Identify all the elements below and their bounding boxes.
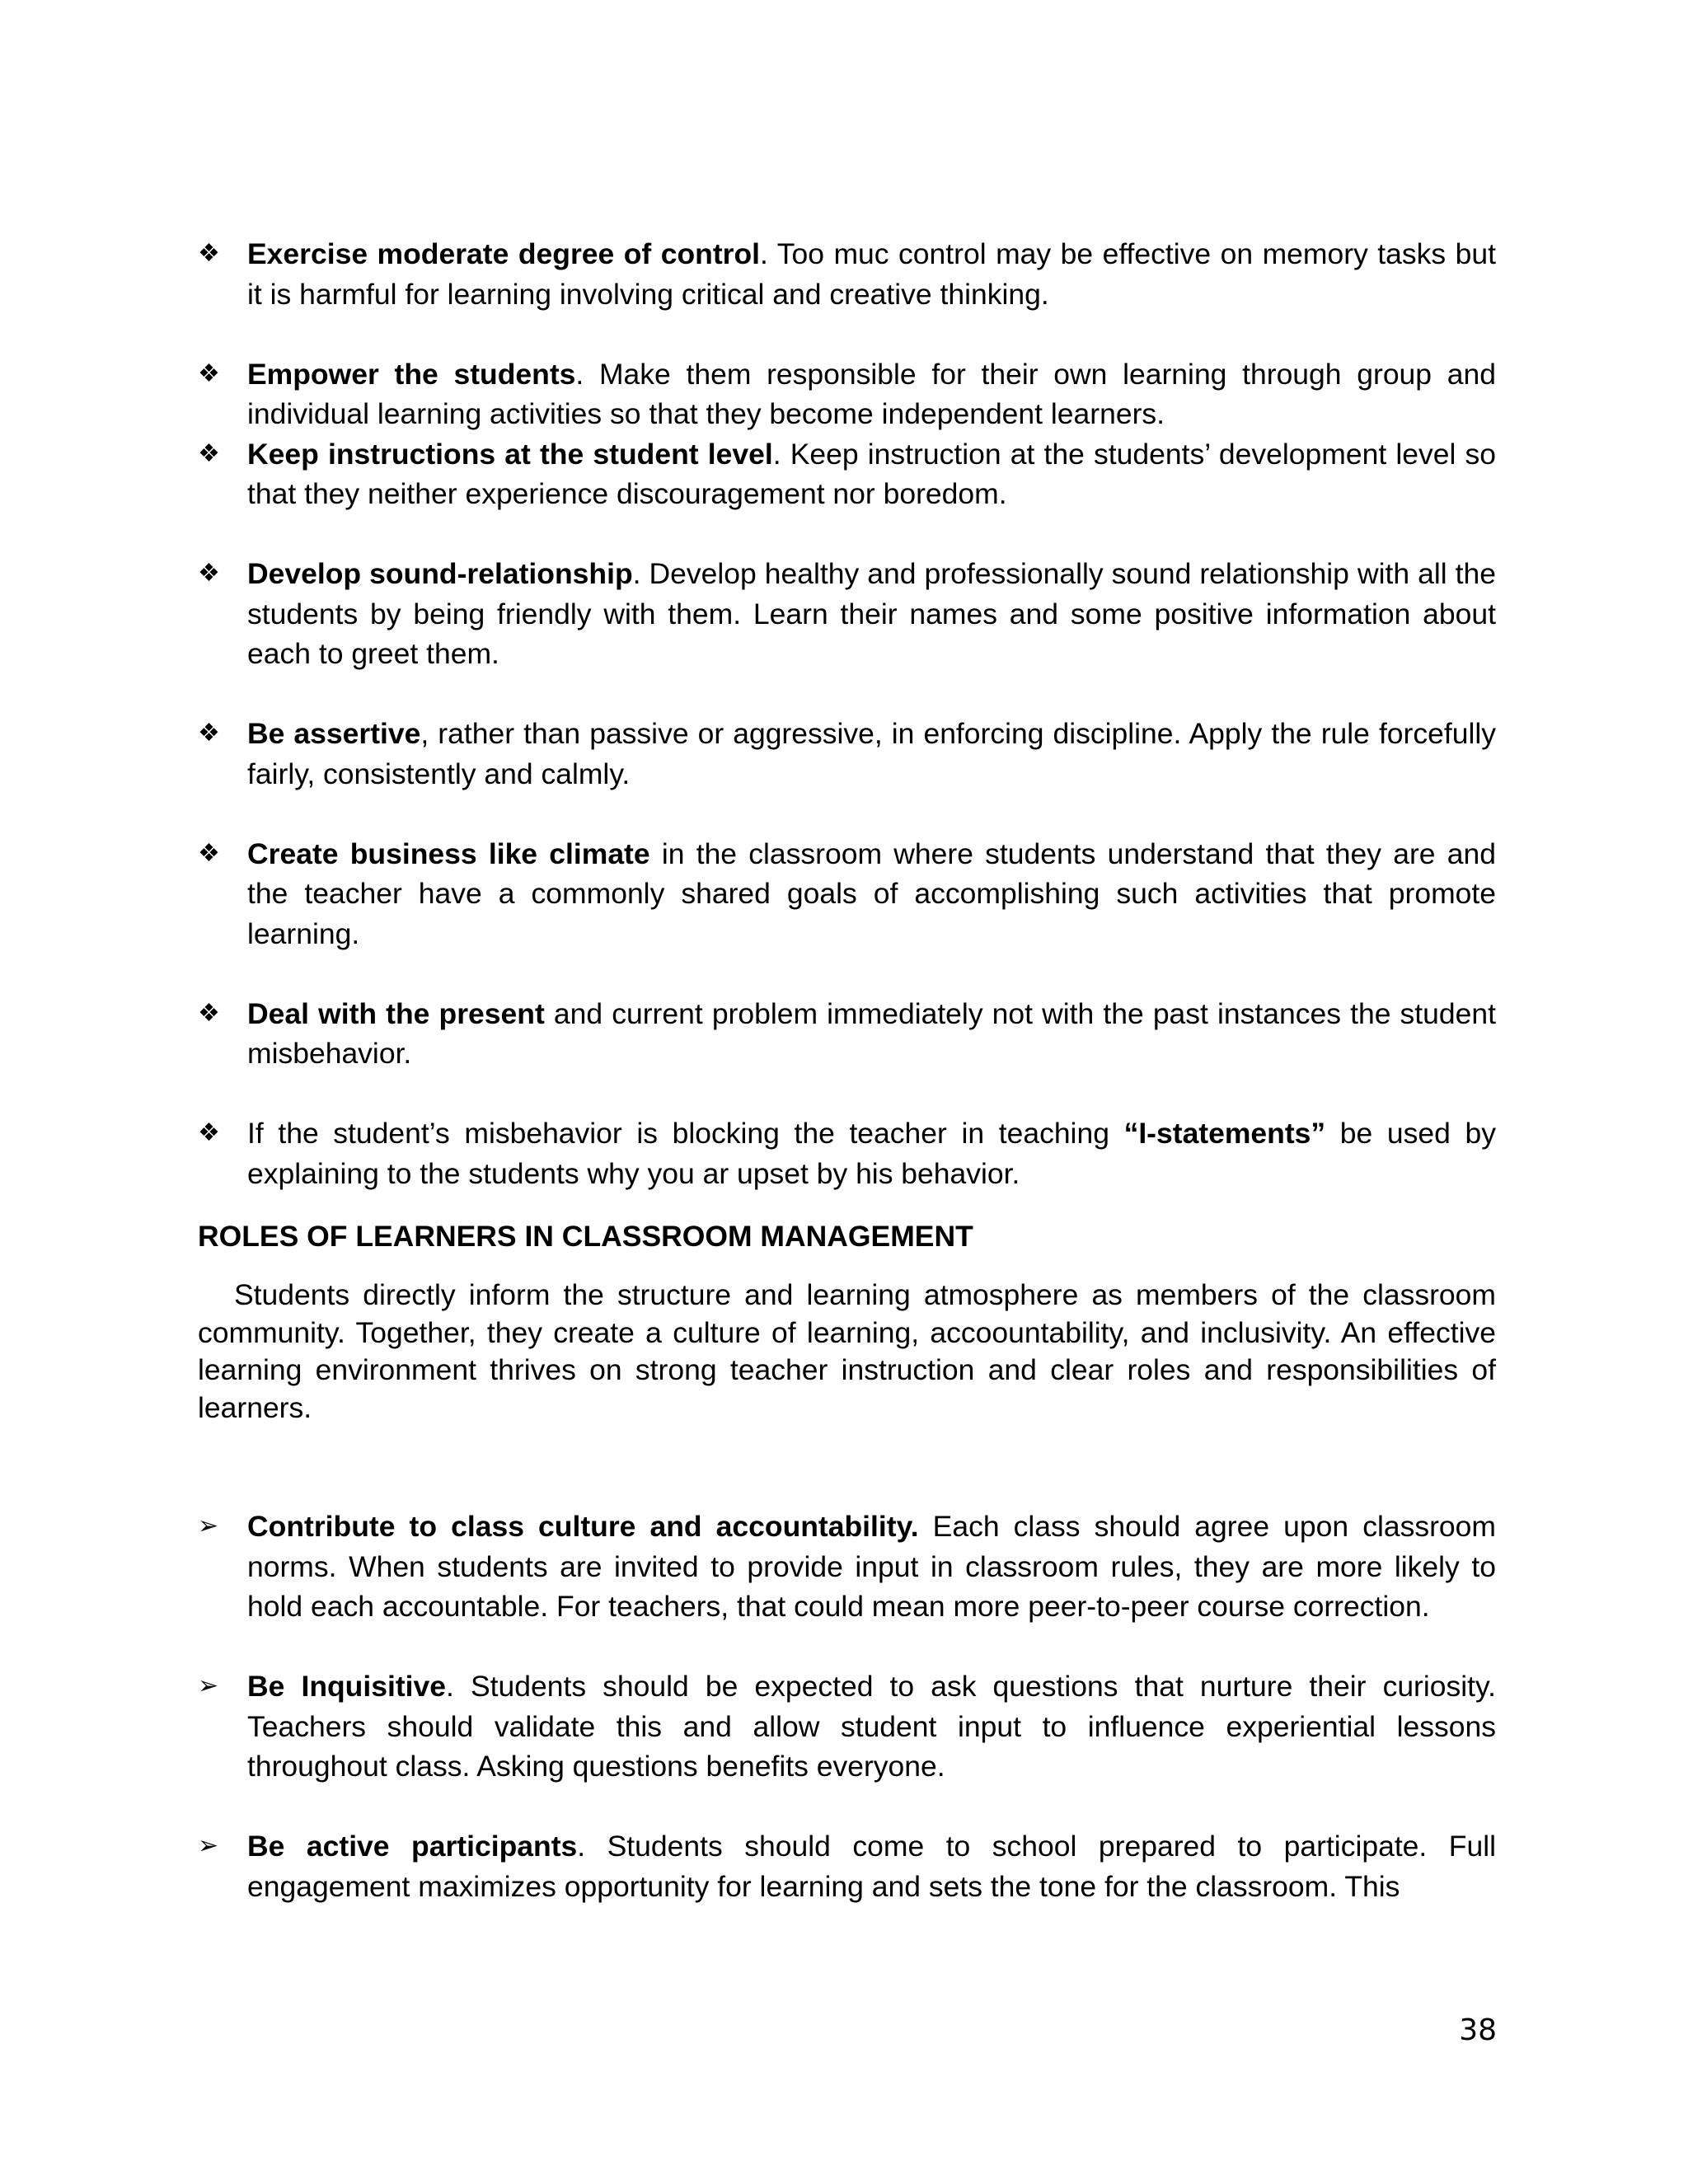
item-title: Contribute to class culture and accountability. (247, 1510, 919, 1543)
item-text: . Too muc control may be effective on memory tasks but it is harmful for learning involving critical and creative thinking. (247, 237, 1496, 311)
item-text: and current problem immediately not with the past instances the student misbehavior. (247, 996, 1497, 1070)
item-text-before: If the student’s misbehavior is blocking the teacher in teaching (247, 1117, 1124, 1150)
item-text: . Keep instruction at the students’ development level so that they neither experience discouragement nor boredom. (247, 437, 1497, 510)
item-text: Each class should agree upon classroom norms. When students are invited to provide input in classroom rules, they are more likely to hold each accountable. For teachers, that could mean more peer-to-peer course correction. (247, 1510, 1496, 1623)
item-text: . Develop healthy and professionally sound relationship with all the students by being friendly with them. Learn their names and some positive information about each to greet them. (247, 557, 1496, 670)
bullet-item-business-climate (198, 834, 1496, 954)
four-diamond-bullet-icon: ❖ (198, 839, 220, 867)
learner-roles-list (198, 1507, 1496, 1906)
page-content (198, 234, 1496, 1906)
item-title: Be active participants (247, 1830, 578, 1863)
item-text: . Students should be expected to ask questions that nurture their curiosity. Teachers should validate this and allow student input to influence experiential lessons throughout class. Asking questions benefits everyone. (247, 1670, 1496, 1783)
section-heading: ROLES OF LEARNERS IN CLASSROOM MANAGEMENT (198, 1220, 973, 1253)
four-diamond-bullet-icon: ❖ (198, 719, 220, 747)
bullet-item-i-statements (198, 1113, 1496, 1193)
four-diamond-bullet-icon: ❖ (198, 240, 220, 267)
arrowhead-bullet-icon: ➢ (198, 1512, 219, 1540)
arrowhead-bullet-icon: ➢ (198, 1832, 219, 1859)
four-diamond-bullet-icon: ❖ (198, 999, 220, 1027)
item-title: Keep instructions at the student level (247, 437, 773, 471)
four-diamond-bullet-icon: ❖ (198, 359, 220, 387)
page-number: 38 (1459, 2013, 1497, 2047)
item-title: Empower the students (247, 357, 576, 391)
bullet-item-exercise-control (198, 234, 1496, 314)
item-title: Create business like climate (247, 837, 650, 870)
four-diamond-bullet-icon: ❖ (198, 560, 220, 587)
intro-paragraph: Students directly inform the structure and learning atmosphere as members of the classroom community. Together, they create a culture of learning, accoountability, and inclusivity. An effective learning environment thrives on strong teacher instruction and clear roles and responsibilities of learners. (198, 1278, 1496, 1424)
item-text: , rather than passive or aggressive, in enforcing discipline. Apply the rule forcefully fairly, consistently and calmly. (247, 717, 1496, 790)
item-title: Develop sound-relationship (247, 557, 633, 590)
bullet-item-deal-with-present (198, 994, 1496, 1074)
item-text: in the classroom where students understand that they are and the teacher have a commonly shared goals of accomplishing such activities that promote learning. (247, 837, 1496, 950)
bullet-item-develop-relationship (198, 554, 1496, 674)
item-title: Be assertive (247, 717, 421, 750)
four-diamond-bullet-icon: ❖ (198, 439, 220, 467)
bullet-item-keep-instructions (198, 434, 1496, 514)
bullet-item-empower-students (198, 354, 1496, 434)
item-title: “I-statements” (1123, 1117, 1326, 1150)
bullet-item-be-assertive (198, 714, 1496, 794)
item-text: . Make them responsible for their own learning through group and individual learning activities so that they become independent learners. (247, 357, 1496, 430)
item-text: . Students should come to school prepared to participate. Full engagement maximizes opportunity for learning and sets the tone for the classroom. This (247, 1830, 1496, 1903)
arrowhead-bullet-icon: ➢ (198, 1672, 219, 1699)
item-title: Be Inquisitive (247, 1670, 447, 1703)
item-title: Deal with the present (247, 996, 545, 1030)
four-diamond-bullet-icon: ❖ (198, 1119, 220, 1146)
item-text-after: be used by explaining to the students why you ar upset by his behavior. (247, 1117, 1496, 1190)
arrow-item-contribute (198, 1507, 1496, 1627)
arrow-item-be-inquisitive (198, 1666, 1496, 1787)
arrow-item-active-participants (198, 1826, 1496, 1906)
item-title: Exercise moderate degree of control (247, 237, 761, 270)
